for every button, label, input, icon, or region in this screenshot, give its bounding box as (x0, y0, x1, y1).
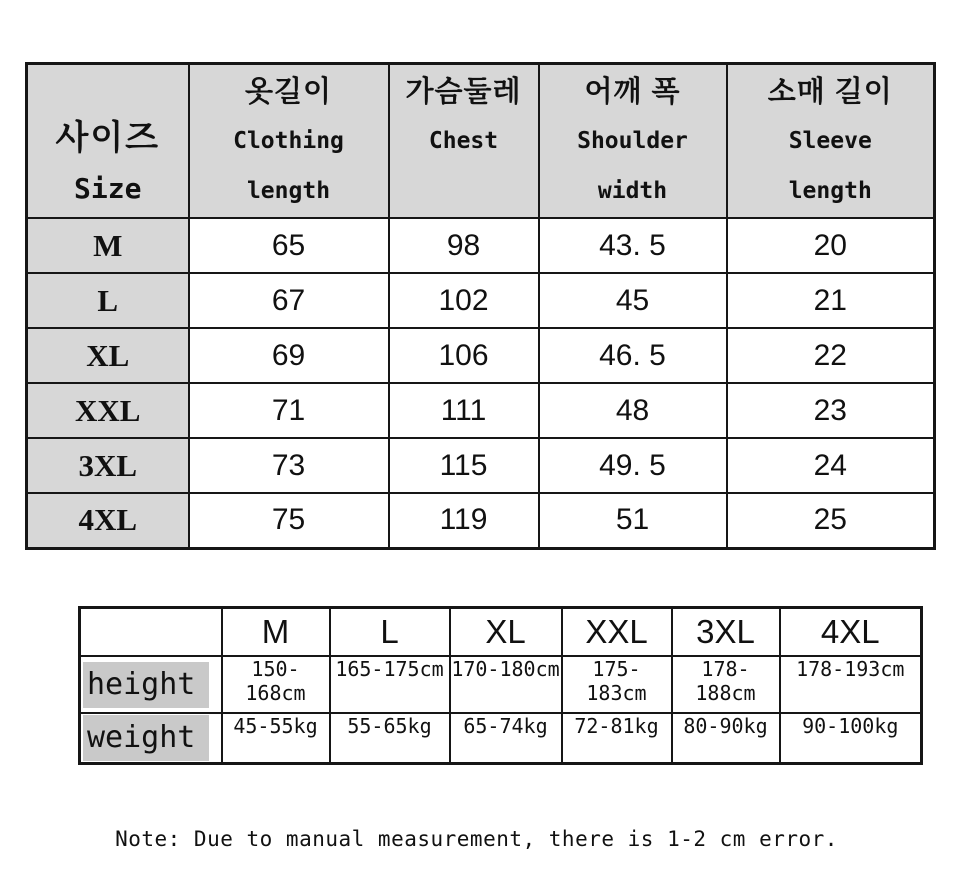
header-clothing-length-en1: Clothing (233, 128, 344, 154)
header-shoulder-width-en1: Shoulder (577, 128, 688, 154)
weight-value-cell: 80-90kg (672, 713, 780, 763)
size-label-cell: XL (27, 328, 189, 383)
size-label-cell: 4XL (27, 493, 189, 548)
clothing-length-cell: 73 (189, 438, 389, 493)
height-weight-header-row (80, 608, 922, 657)
header-sleeve-length-en2: length (788, 178, 872, 204)
col-header-size: 3XL (672, 608, 780, 657)
shoulder-width-cell: 49. 5 (539, 438, 727, 493)
clothing-length-cell: 67 (189, 273, 389, 328)
header-chest-en1: Chest (428, 128, 499, 154)
height-value-cell: 175-183cm (562, 656, 672, 713)
height-value-cell: 165-175cm (330, 656, 450, 713)
weight-label-cell (80, 713, 222, 763)
clothing-length-cell: 75 (189, 493, 389, 548)
size-label-cell: 3XL (27, 438, 189, 493)
header-size (27, 64, 189, 219)
height-label-cell (80, 656, 222, 713)
header-size-spacer (28, 66, 188, 110)
size-table-row (27, 328, 935, 383)
size-label-cell: M (27, 218, 189, 273)
header-sleeve-length-ko: 소매 길이 (767, 76, 893, 108)
sleeve-length-cell: 25 (727, 493, 935, 548)
size-table-row (27, 383, 935, 438)
header-shoulder-width-ko: 어깨 폭 (584, 76, 681, 108)
size-table-header-row (27, 64, 935, 219)
chest-cell: 106 (389, 328, 539, 383)
size-table-row (27, 493, 935, 548)
weight-value-cell: 90-100kg (780, 713, 922, 763)
sleeve-length-cell: 20 (727, 218, 935, 273)
col-header-size: M (222, 608, 330, 657)
height-label: height (83, 662, 209, 708)
chest-cell: 111 (389, 383, 539, 438)
col-header-size: 4XL (780, 608, 922, 657)
header-chest (389, 64, 539, 219)
weight-row (80, 713, 922, 763)
sleeve-length-cell: 22 (727, 328, 935, 383)
chest-cell: 102 (389, 273, 539, 328)
height-value-cell: 170-180cm (450, 656, 562, 713)
header-clothing-length-ko: 옷길이 (244, 76, 333, 108)
shoulder-width-cell: 46. 5 (539, 328, 727, 383)
weight-value-cell: 55-65kg (330, 713, 450, 763)
weight-value-cell: 65-74kg (450, 713, 562, 763)
weight-value-cell: 72-81kg (562, 713, 672, 763)
height-value-cell: 150-168cm (222, 656, 330, 713)
size-label-cell: L (27, 273, 189, 328)
size-table-row (27, 438, 935, 493)
shoulder-width-cell: 43. 5 (539, 218, 727, 273)
sleeve-length-cell: 23 (727, 383, 935, 438)
chest-cell: 98 (389, 218, 539, 273)
col-header-size: XL (450, 608, 562, 657)
col-header-size: L (330, 608, 450, 657)
chest-cell: 115 (389, 438, 539, 493)
corner-empty-cell (80, 608, 222, 657)
col-header-size: XXL (562, 608, 672, 657)
header-chest-en2 (390, 167, 538, 217)
sleeve-length-cell: 21 (727, 273, 935, 328)
header-shoulder-width-en2: width (597, 178, 668, 204)
header-size-en: Size (74, 172, 142, 205)
header-size-ko: 사이즈 (55, 119, 161, 157)
shoulder-width-cell: 51 (539, 493, 727, 548)
measurement-note: Note: Due to manual measurement, there is 1-2 cm error. (115, 827, 838, 851)
weight-label: weight (83, 715, 209, 761)
header-chest-ko: 가슴둘레 (405, 76, 522, 108)
header-clothing-length (189, 64, 389, 219)
chest-cell: 119 (389, 493, 539, 548)
header-clothing-length-en2: length (246, 178, 331, 204)
weight-value-cell: 45-55kg (222, 713, 330, 763)
height-weight-table (78, 606, 923, 765)
header-shoulder-width (539, 64, 727, 219)
size-table-row (27, 218, 935, 273)
header-sleeve-length-en1: Sleeve (788, 128, 872, 154)
shoulder-width-cell: 48 (539, 383, 727, 438)
height-value-cell: 178-193cm (780, 656, 922, 713)
clothing-length-cell: 71 (189, 383, 389, 438)
size-label-cell: XXL (27, 383, 189, 438)
shoulder-width-cell: 45 (539, 273, 727, 328)
clothing-length-cell: 65 (189, 218, 389, 273)
sleeve-length-cell: 24 (727, 438, 935, 493)
size-table-row (27, 273, 935, 328)
height-value-cell: 178-188cm (672, 656, 780, 713)
height-row (80, 656, 922, 713)
clothing-length-cell: 69 (189, 328, 389, 383)
size-table (25, 62, 936, 550)
header-sleeve-length (727, 64, 935, 219)
